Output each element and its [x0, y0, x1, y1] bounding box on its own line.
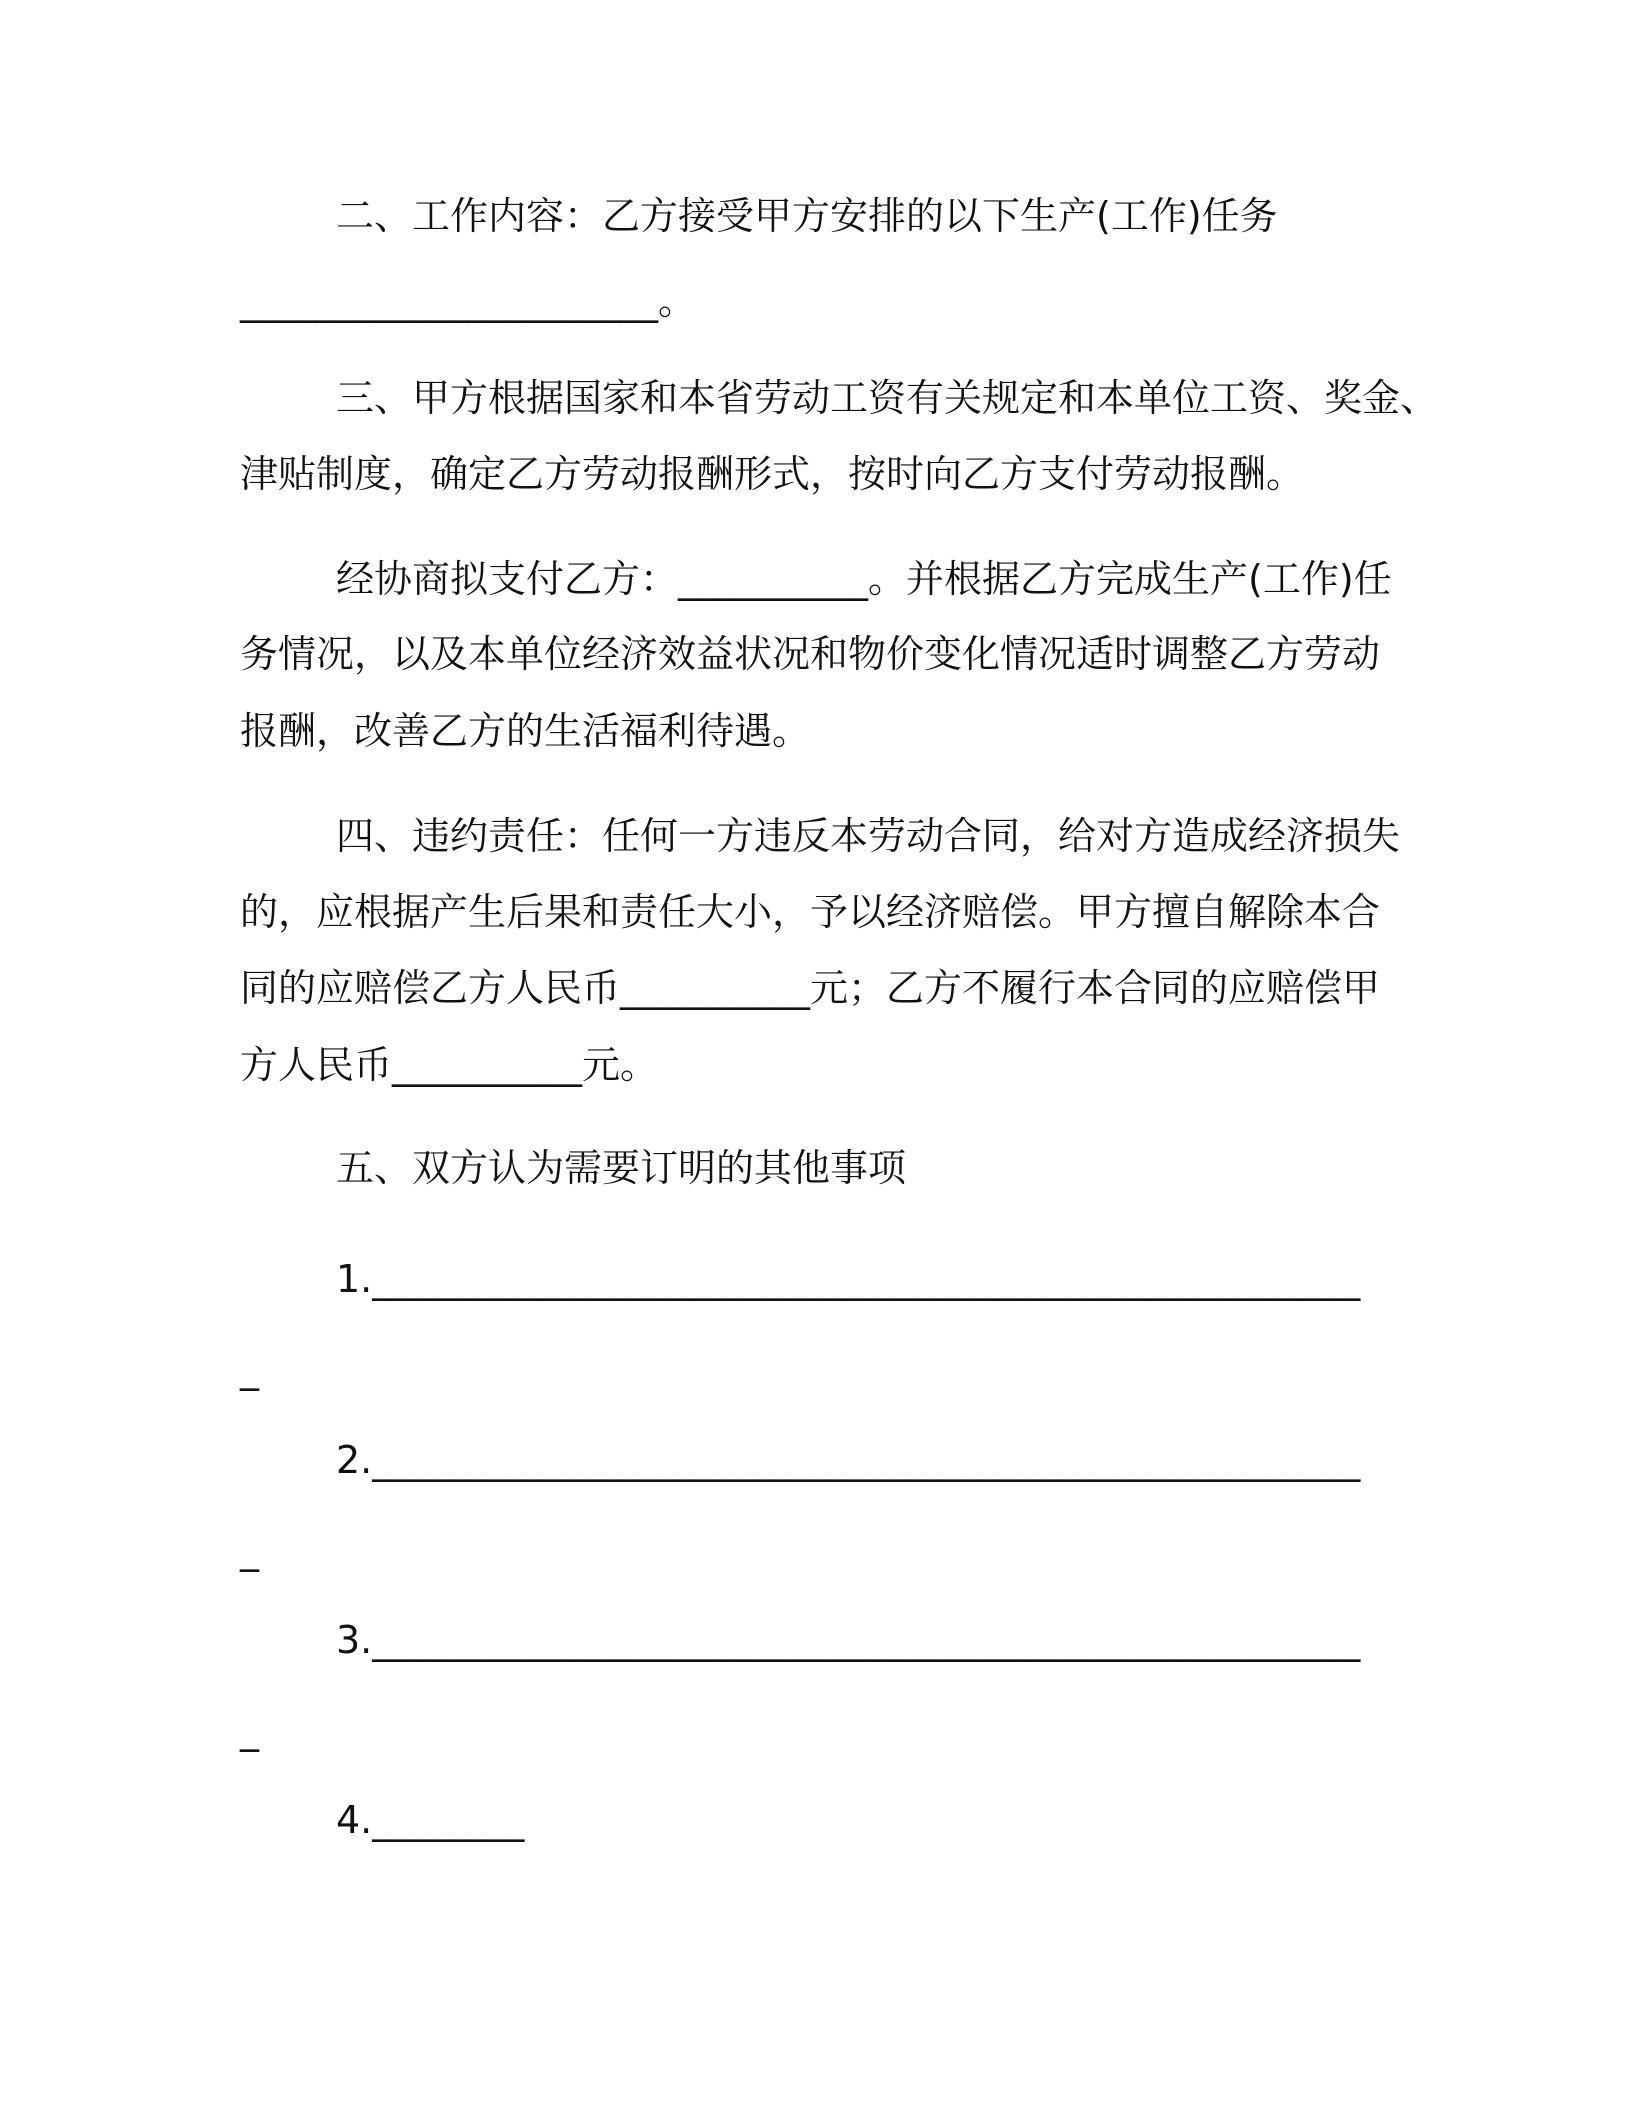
section3-line2: 津贴制度，确定乙方劳动报酬形式，按时向乙方支付劳动报酬。 — [240, 452, 1305, 496]
item-2-continuation: _ — [240, 1528, 259, 1572]
item-1-continuation: _ — [240, 1347, 259, 1391]
section4-line3: 同的应赔偿乙方人民币__________元；乙方不履行本合同的应赔偿甲 — [240, 966, 1381, 1010]
payment-line2: 务情况，以及本单位经济效益状况和物价变化情况适时调整乙方劳动 — [240, 632, 1381, 676]
item-2: 2.____________________________________________________ — [336, 1438, 1361, 1482]
item-4: 4.________ — [336, 1798, 525, 1842]
item-3: 3.____________________________________________________ — [336, 1618, 1361, 1662]
item-1: 1.____________________________________________________ — [336, 1257, 1361, 1301]
section3-line1: 三、甲方根据国家和本省劳动工资有关规定和本单位工资、奖金、 — [336, 376, 1439, 420]
section4-line4: 方人民币__________元。 — [240, 1043, 659, 1087]
section4-line1: 四、违约责任：任何一方违反本劳动合同，给对方造成经济损失 — [336, 814, 1401, 858]
section2-line1: 二、工作内容：乙方接受甲方安排的以下生产(工作)任务 — [336, 194, 1278, 238]
section4-line2: 的，应根据产生后果和责任大小，予以经济赔偿。甲方擅自解除本合 — [240, 890, 1381, 934]
section2-line2: ______________________。 — [240, 279, 697, 323]
payment-line3: 报酬，改善乙方的生活福利待遇。 — [240, 709, 811, 753]
item-3-continuation: _ — [240, 1708, 259, 1752]
section5-title: 五、双方认为需要订明的其他事项 — [336, 1146, 907, 1190]
payment-line1: 经协商拟支付乙方：__________。并根据乙方完成生产(工作)任 — [336, 557, 1392, 601]
